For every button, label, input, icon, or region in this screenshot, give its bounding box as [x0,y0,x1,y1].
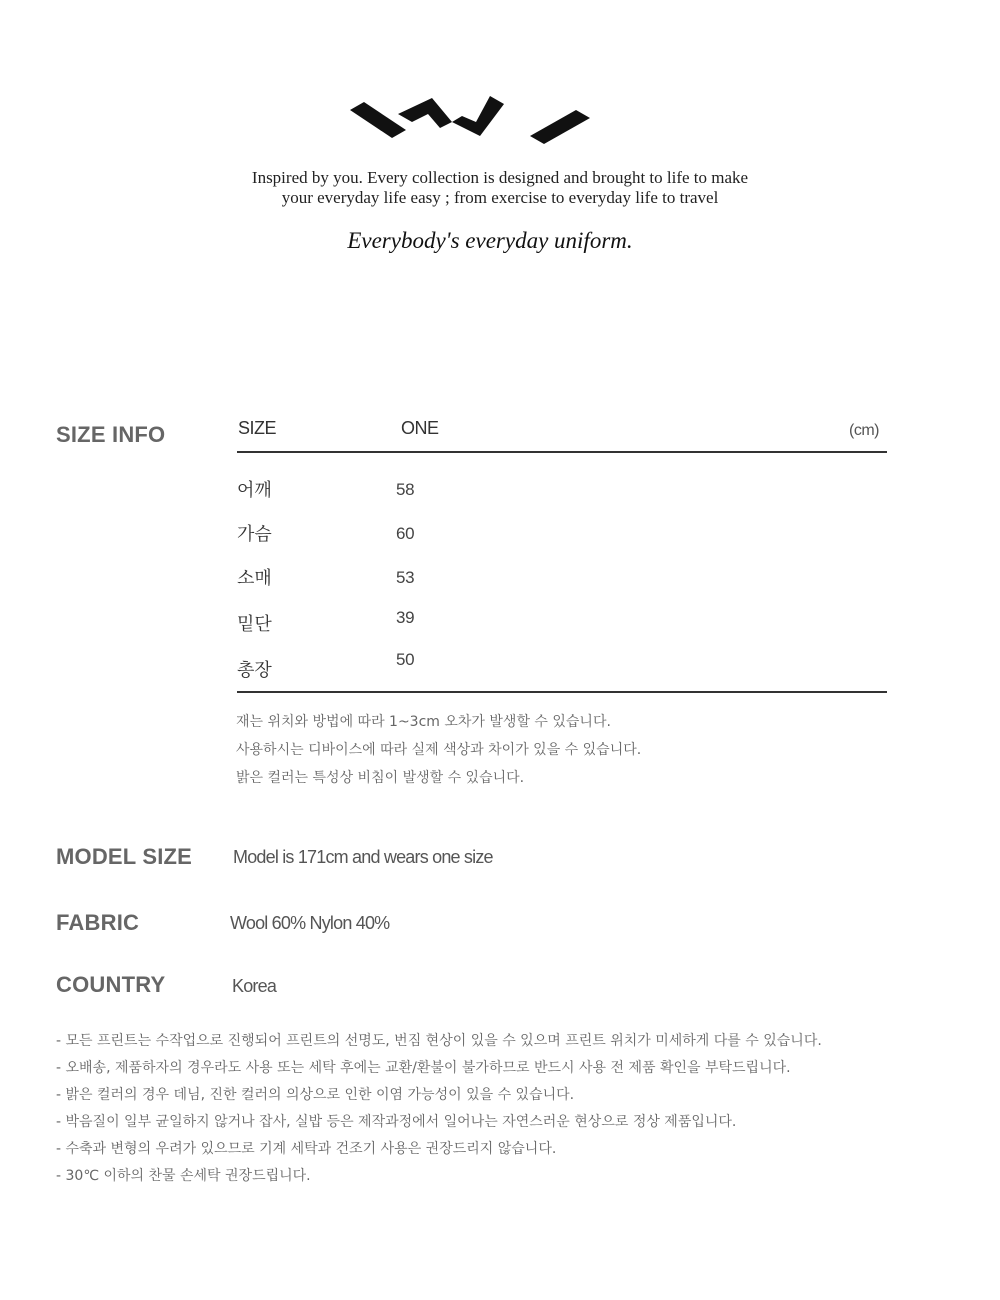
brand-logo [340,92,600,152]
table-row [237,520,887,550]
row-value: 50 [396,650,415,669]
fabric-title: FABRIC [56,910,140,935]
row-label: 밑단 [237,614,272,635]
table-bottom-rule [237,691,887,693]
row-value: 58 [396,480,415,499]
size-table [237,416,887,694]
care-cautions [56,1028,956,1190]
row-label: 어깨 [237,480,272,501]
tagline-line-1: Inspired by you. Every collection is designed and brought to life to make [251,168,749,187]
size-note: 밝은 컬러는 특성상 비침이 발생할 수 있습니다. [236,770,525,786]
table-row [237,476,887,506]
row-value: 60 [396,524,415,543]
row-label: 소매 [237,568,272,589]
caution-item: - 수축과 변형의 우려가 있으므로 기계 세탁과 건조기 사용은 권장드리지 않습니다. [56,1141,557,1157]
row-label: 가슴 [237,524,272,545]
one-column-header: ONE [401,418,439,438]
size-note: 사용하시는 디바이스에 따라 실제 색상과 차이가 있을 수 있습니다. [236,742,642,758]
size-table-header [237,416,887,453]
caution-item: - 30℃ 이하의 찬물 손세탁 권장드립니다. [56,1168,311,1184]
caution-item: - 모든 프린트는 수작업으로 진행되어 프린트의 선명도, 번짐 현상이 있을 수 있으며 프린트 위치가 미세하게 다를 수 있습니다. [56,1033,822,1049]
country-value: Korea [232,976,277,996]
slogan: Everybody's everyday uniform. [347,228,633,253]
tagline-line-2: your everyday life easy ; from exercise to everyday life to travel [281,188,719,207]
country-title: COUNTRY [56,972,166,997]
caution-item: - 밝은 컬러의 경우 데님, 진한 컬러의 의상으로 인한 이염 가능성이 있을 수 있습니다. [56,1087,575,1103]
size-notes [236,708,936,792]
model-size-value: Model is 171cm and wears one size [233,847,493,867]
fabric-value: Wool 60% Nylon 40% [230,913,390,933]
caution-item: - 오배송, 제품하자의 경우라도 사용 또는 세탁 후에는 교환/환불이 불가하므로 반드시 사용 전 제품 확인을 부탁드립니다. [56,1060,791,1076]
table-row [237,564,887,594]
table-row [237,650,887,686]
row-label: 총장 [237,660,272,681]
size-info-title: SIZE INFO [56,422,166,447]
row-value: 39 [396,608,415,627]
table-row [237,610,887,640]
caution-item: - 박음질이 일부 균일하지 않거나 잡사, 실밥 등은 제작과정에서 일어나는 자연스러운 현상으로 정상 제품입니다. [56,1114,737,1130]
size-column-header: SIZE [238,418,277,438]
model-size-title: MODEL SIZE [56,844,193,869]
row-value: 53 [396,568,415,587]
unit-label: (cm) [849,422,879,439]
size-note: 재는 위치와 방법에 따라 1~3cm 오차가 발생할 수 있습니다. [236,714,611,730]
